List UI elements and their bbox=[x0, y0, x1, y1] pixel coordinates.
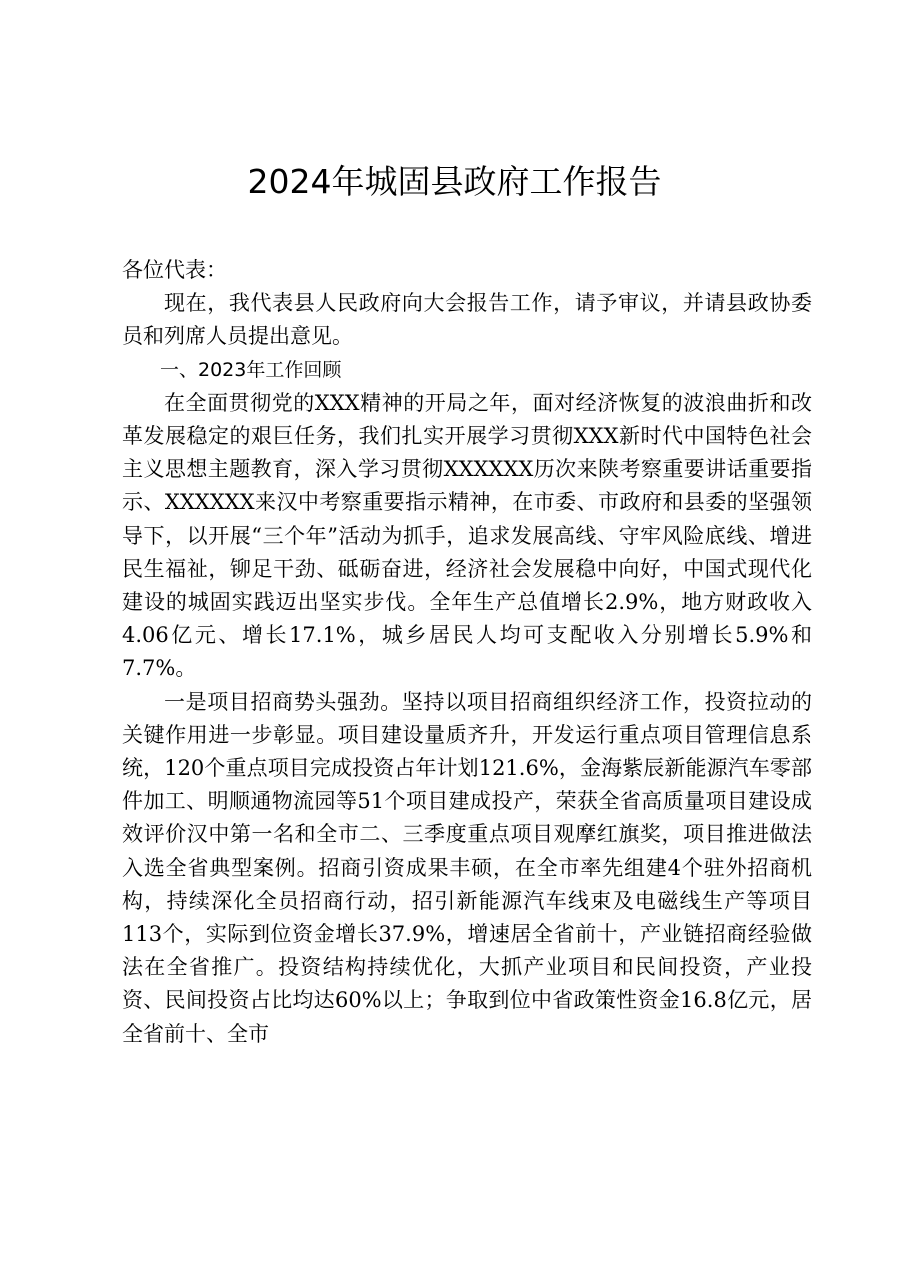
section-heading: 一、2023年工作回顾 bbox=[160, 358, 342, 381]
salutation: 各位代表： bbox=[122, 258, 227, 282]
document-body bbox=[122, 254, 812, 1051]
paragraph-review: 在全面贯彻党的XXX精神的开局之年，面对经济恢复的波浪曲折和改革发展稳定的艰巨任务，我们扎实开展学习贯彻XXX新时代中国特色社会主义思想主题教育，深入学习贯彻XXXXXX历次来陕考察重要讲话重要指示、XXXXXX来汉中考察重要指示精神，在市委、市政府和县委的坚强领导下，以开展“三个年”活动为抓手，追求发展高线、守牢风险底线、增进民生福祉，铆足干劲、砥砺奋进，经济社会发展稳中向好，中国式现代化建设的城固实践迈出坚实步伐。全年生产总值增长2.9%，地方财政收入4.06亿元、增长17.1%，城乡居民人均可支配收入分别增长5.9%和7.7%。 bbox=[122, 390, 812, 681]
document-title: 2024年城固县政府工作报告 bbox=[247, 162, 662, 201]
paragraph-intro: 现在，我代表县人民政府向大会报告工作，请予审议，并请县政协委员和列席人员提出意见。 bbox=[122, 291, 812, 349]
paragraph-projects: 一是项目招商势头强劲。坚持以项目招商组织经济工作，投资拉动的关键作用进一步彰显。项目建设量质齐升，开发运行重点项目管理信息系统，120个重点项目完成投资占年计划121.6%，金海紫辰新能源汽车零部件加工、明顺通物流园等51个项目建成投产，荣获全省高质量项目建设成效评价汉中第一名和全市二、三季度重点项目观摩红旗奖，项目推进做法入选全省典型案例。招商引资成果丰硕，在全市率先组建4个驻外招商机构，持续深化全员招商行动，招引新能源汽车线束及电磁线生产等项目113个，实际到位资金增长37.9%，增速居全省前十，产业链招商经验做法在全省推广。投资结构持续优化，大抓产业项目和民间投资，产业投资、民间投资占比均达60%以上；争取到位中省政策性资金16.8亿元，居全省前十、全市 bbox=[122, 689, 812, 1046]
